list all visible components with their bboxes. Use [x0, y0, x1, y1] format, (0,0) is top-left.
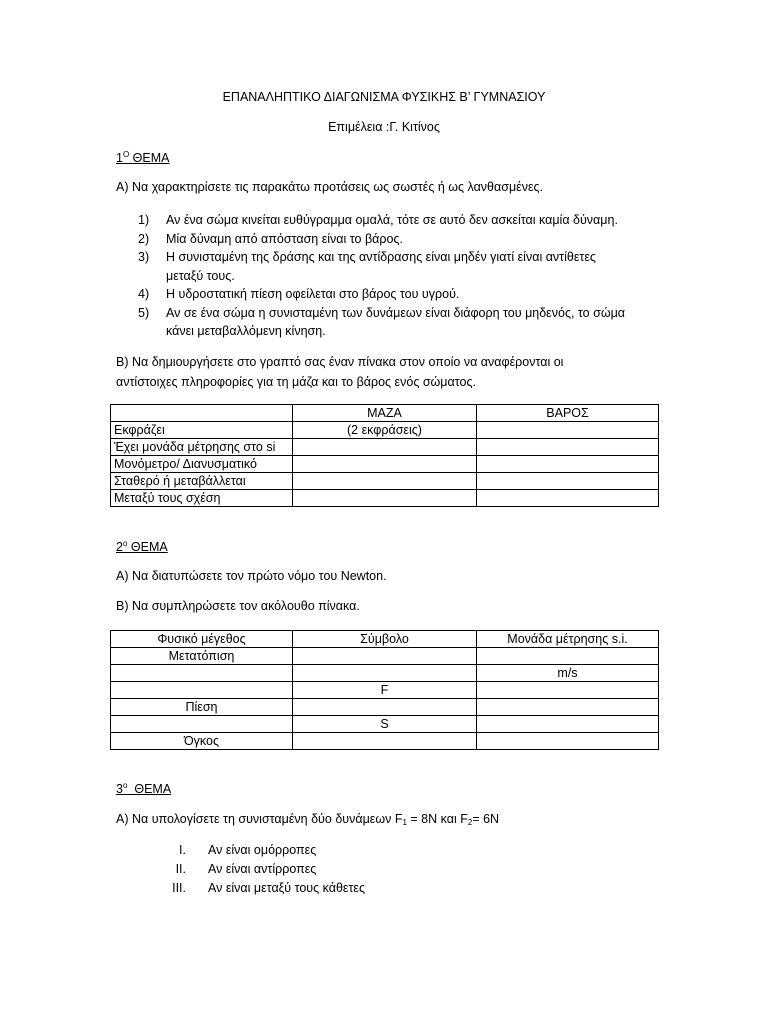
- table-header-cell: ΒΑΡΟΣ: [477, 405, 659, 422]
- theme3-label: ΘΕΜΑ: [134, 782, 172, 796]
- theme2-part-a: Α) Να διατυπώσετε τον πρώτο νόμο του Newton.: [116, 569, 387, 583]
- theme1-sup: Ο: [122, 150, 130, 159]
- theme1-part-a: Α) Να χαρακτηρίσετε τις παρακάτω προτάσεις ως σωστές ή ως λανθασμένες.: [116, 180, 544, 194]
- case-text: Αν είναι ομόρροπες: [208, 843, 317, 857]
- theme3-part-a-text: = 6Ν: [472, 812, 500, 826]
- table-cell: [293, 473, 477, 490]
- table-cell: S: [293, 716, 477, 733]
- theme1-label: ΘΕΜΑ: [132, 151, 170, 165]
- theme3-sup: ο: [122, 781, 128, 790]
- table-cell: [293, 733, 477, 750]
- theme2-label: ΘΕΜΑ: [130, 540, 168, 554]
- table-cell: [293, 699, 477, 716]
- table-cell: [293, 648, 477, 665]
- theme2-heading: [116, 539, 168, 554]
- table-cell: [477, 699, 659, 716]
- table-cell: Έχει μονάδα μέτρησης στο si: [111, 439, 293, 456]
- theme1-number: 1: [116, 151, 123, 165]
- theme1-statement-list: [138, 211, 625, 341]
- table-cell: [477, 439, 659, 456]
- case-number: I.: [179, 843, 186, 857]
- theme3-number: 3: [116, 782, 123, 796]
- case-text: Αν είναι αντίρροπες: [208, 862, 317, 876]
- table-cell: Μεταξύ τους σχέση: [111, 490, 293, 507]
- exam-author: Επιμέλεια :Γ. Κιτίνος: [328, 120, 440, 134]
- theme3-part-a-text: Α) Να υπολογίσετε τη συνισταμένη δύο δυνάμεων F: [116, 812, 403, 826]
- table-cell: [477, 733, 659, 750]
- table-cell: Σταθερό ή μεταβάλλεται: [111, 473, 293, 490]
- table-cell: (2 εκφράσεις): [293, 422, 477, 439]
- table-cell: [477, 456, 659, 473]
- statement-item: 2) Μία δύναμη από απόσταση είναι το βάρος.: [138, 231, 403, 246]
- table-header-cell: Σύμβολο: [293, 631, 477, 648]
- table-row: [111, 473, 659, 490]
- table-row: [111, 439, 659, 456]
- table-cell: [477, 422, 659, 439]
- table-row: [111, 456, 659, 473]
- f2-subscript: 2: [467, 818, 473, 827]
- table-cell: [477, 716, 659, 733]
- table-cell: Πίεση: [111, 699, 293, 716]
- table-header-row: [111, 405, 659, 422]
- statement-item: 4) Η υδροστατική πίεση οφείλεται στο βάρος του υγρού.: [138, 287, 460, 301]
- table-header-cell: [111, 405, 293, 422]
- theme1-heading: [116, 150, 169, 165]
- theme1-part-b-line1: Β) Να δημιουργήσετε στο γραπτό σας έναν πίνακα στον οποίο να αναφέρονται οι: [116, 355, 564, 369]
- table-row: [111, 422, 659, 439]
- table-header-cell: Φυσικό μέγεθος: [111, 631, 293, 648]
- table-cell: [111, 665, 293, 682]
- table-cell: [477, 473, 659, 490]
- table-cell: [293, 439, 477, 456]
- theme3-part-a: [116, 812, 499, 827]
- table-header-cell: Μονάδα μέτρησης s.i.: [477, 631, 659, 648]
- table-cell: [293, 665, 477, 682]
- table-cell: m/s: [477, 665, 659, 682]
- theme2-sup: ο: [122, 539, 128, 548]
- table-row: [111, 733, 659, 750]
- theme2-part-b: Β) Να συμπληρώσετε τον ακόλουθο πίνακα.: [116, 599, 360, 613]
- case-number: III.: [172, 881, 186, 895]
- table-row: [111, 490, 659, 507]
- table-cell: [293, 456, 477, 473]
- table-row: [111, 648, 659, 665]
- theme1-part-b-line2: αντίστοιχες πληροφορίες για τη μάζα και το βάρος ενός σώματος.: [116, 375, 476, 389]
- table-cell: [477, 648, 659, 665]
- statement-item: 1) Αν ένα σώμα κινείται ευθύγραμμα ομαλά, τότε σε αυτό δεν ασκείται καμία δύναμη.: [138, 213, 618, 227]
- table-row: [111, 699, 659, 716]
- table-cell: [111, 716, 293, 733]
- table-cell: Μονόμετρο/ Διανυσματικό: [111, 456, 293, 473]
- table-cell: Όγκος: [111, 733, 293, 750]
- exam-title: ΕΠΑΝΑΛΗΠΤΙΚΟ ΔΙΑΓΩΝΙΣΜΑ ΦΥΣΙΚΗΣ Β’ ΓΥΜΝΑΣΙΟΥ: [222, 90, 546, 104]
- table-cell: [293, 490, 477, 507]
- table-cell: [111, 682, 293, 699]
- table-cell: Εκφράζει: [111, 422, 293, 439]
- quantities-table: [110, 630, 659, 750]
- theme3-part-a-text: = 8Ν και F: [406, 812, 468, 826]
- table-header-row: [111, 631, 659, 648]
- table-row: [111, 682, 659, 699]
- theme2-number: 2: [116, 540, 123, 554]
- table-cell: [477, 682, 659, 699]
- table-row: [111, 716, 659, 733]
- statement-item: 5) Αν σε ένα σώμα η συνισταμένη των δυνάμεων είναι διάφορη του μηδενός, το σώμα κάνει μεταβαλλόμενη κίνηση.: [138, 305, 626, 338]
- theme3-heading: [116, 781, 171, 796]
- mass-weight-table: [110, 404, 659, 507]
- statement-item: 3) Η συνισταμένη της δράσης και της αντίδρασης είναι μηδέν γιατί είναι αντίθετες μεταξύ τους.: [138, 250, 596, 283]
- table-cell: Μετατόπιση: [111, 648, 293, 665]
- table-cell: [477, 490, 659, 507]
- table-header-cell: ΜΑΖΑ: [293, 405, 477, 422]
- case-number: II.: [175, 862, 186, 876]
- f1-subscript: 1: [402, 818, 407, 827]
- table-cell: F: [293, 682, 477, 699]
- case-text: Αν είναι μεταξύ τους κάθετες: [208, 881, 366, 895]
- table-row: [111, 665, 659, 682]
